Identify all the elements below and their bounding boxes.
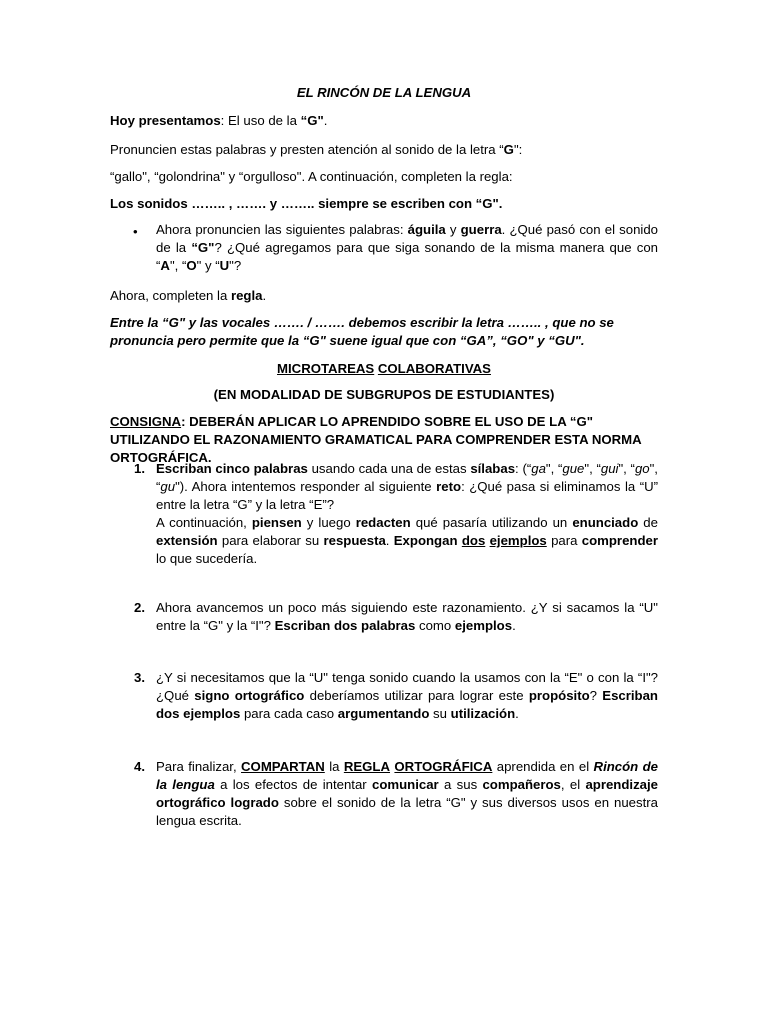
item-3-text: ¿Y si necesitamos que la “U" tenga sonido cuando la usamos con la “E" o con la “I"? ¿Qué signo ortográfico deberíamos utilizar para lograr este propósito? Escriban dos ejemplos para cada caso argumentando su utilización. — [156, 670, 658, 721]
microtareas-heading: MICROTAREAS COLABORATIVAS — [277, 361, 491, 376]
modalidad-heading: (EN MODALIDAD DE SUBGRUPOS DE ESTUDIANTES) — [213, 387, 555, 402]
item-4-number: 4. — [134, 759, 145, 774]
item-2-number: 2. — [134, 600, 145, 615]
pronuncien-paragraph: Pronuncien estas palabras y presten atención al sonido de la letra “G": — [110, 142, 523, 157]
intro-label: Hoy presentamos — [110, 113, 221, 128]
intro-line: Hoy presentamos: El uso de la “G". — [110, 113, 328, 128]
bullet-marker: • — [133, 224, 138, 239]
item-4-text: Para finalizar, COMPARTAN la REGLA ORTOGRÁFICA aprendida en el Rincón de la lengua a los efectos de intentar comunicar a sus compañeros, el aprendizaje ortográfico logrado sobre el sonido de la letra “G" y sus diversos usos en nuestra lengua escrita. — [156, 759, 659, 828]
sonidos-rule: Los sonidos …….. , ……. y …….. siempre se escriben con “G". — [110, 196, 503, 211]
item-1-number: 1. — [134, 461, 145, 476]
document-title: EL RINCÓN DE LA LENGUA — [296, 85, 472, 100]
ahora-paragraph: Ahora, completen la regla. — [110, 288, 267, 303]
consigna-paragraph: CONSIGNA: DEBERÁN APLICAR LO APRENDIDO SOBRE EL USO DE LA “G" UTILIZANDO EL RAZONAMIENTO GRAMATICAL PARA COMPRENDER ESTA NORMA ORTOGRÁFICA. — [110, 414, 642, 465]
item-3-number: 3. — [134, 670, 145, 685]
bullet-paragraph: Ahora pronuncien las siguientes palabras: águila y guerra. ¿Qué pasó con el sonido de la “G"? ¿Qué agregamos para que siga sonando de la misma manera que con “A", “O" y “U"? — [156, 222, 658, 273]
item-2-text: Ahora avancemos un poco más siguiendo este razonamiento. ¿Y si sacamos la “U" entre la “G" y la “I"? Escriban dos palabras como ejemplos. — [156, 600, 658, 633]
words-paragraph: “gallo", “golondrina" y “orgulloso". A continuación, completen la regla: — [110, 169, 513, 184]
entre-rule: Entre la “G" y las vocales ……. / ……. debemos escribir la letra …….. , que no se pronuncia pero permite que la “G" suene igual que con “GA”, “GO" y “GU". — [110, 315, 614, 348]
item-1-text: Escriban cinco palabras usando cada una de estas sílabas: (“ga", “gue", “gui", “go", “gu"). Ahora intentemos responder al siguiente reto: ¿Qué pasa si eliminamos la “U” entre la letra “G” y la letra “E”? A continuación, piensen y luego redacten qué pasaría utilizando un enunciado de extensión para elaborar su respuesta. Expongan dos ejemplos para comprender lo que sucedería. — [156, 461, 658, 566]
